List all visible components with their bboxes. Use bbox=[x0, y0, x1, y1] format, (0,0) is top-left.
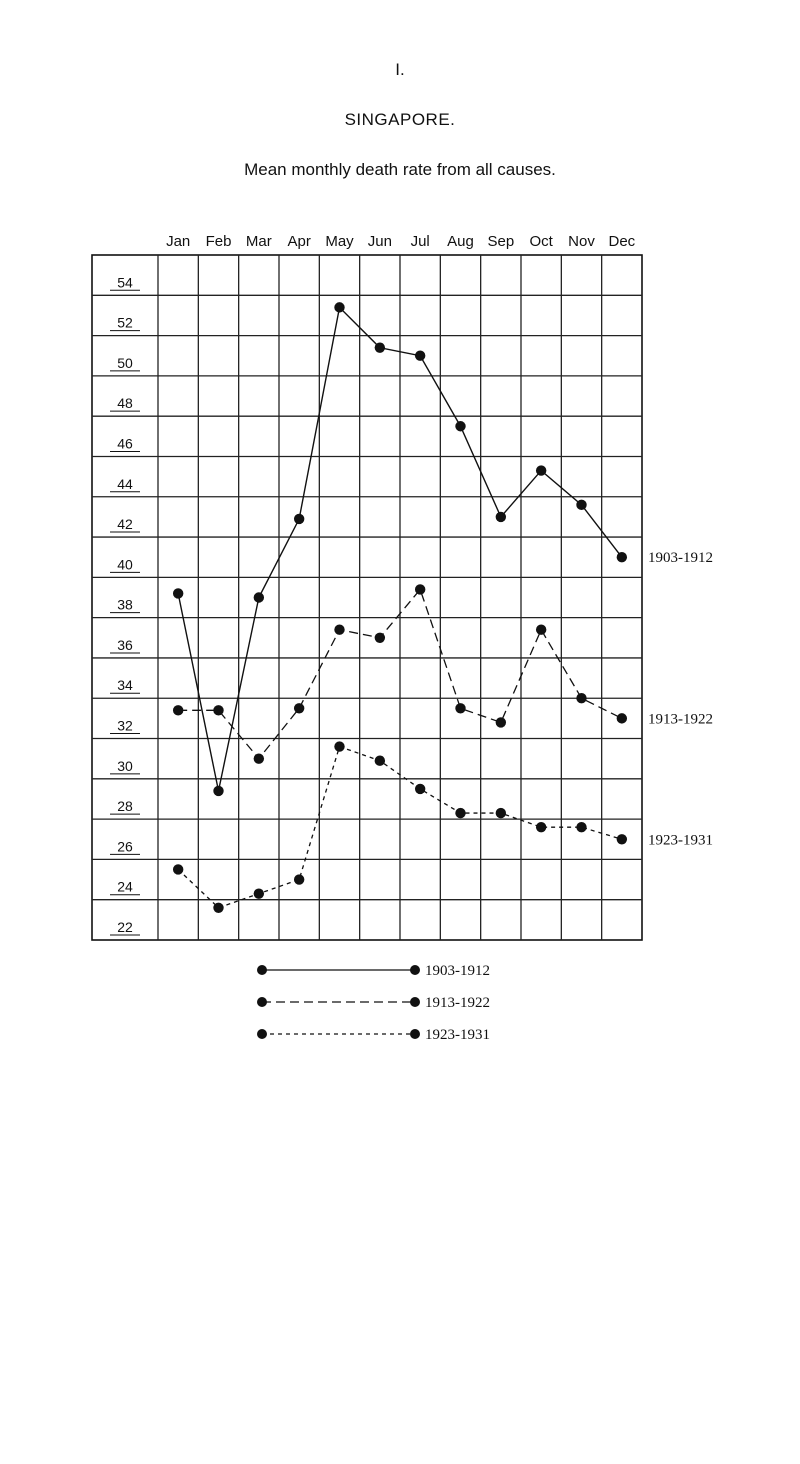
data-point bbox=[576, 822, 586, 832]
y-tick-label: 44 bbox=[117, 475, 133, 492]
value-axis bbox=[110, 274, 140, 935]
month-label: May bbox=[325, 233, 354, 250]
data-point bbox=[294, 874, 304, 884]
y-tick-label: 34 bbox=[117, 677, 133, 694]
data-point bbox=[415, 784, 425, 794]
data-point bbox=[455, 703, 465, 713]
month-label: Sep bbox=[487, 233, 515, 250]
month-label: Dec bbox=[608, 233, 636, 250]
chart-grid bbox=[92, 255, 642, 940]
y-tick-label: 22 bbox=[117, 919, 133, 935]
y-tick-label: 40 bbox=[117, 556, 133, 573]
data-point bbox=[536, 625, 546, 635]
data-point bbox=[213, 903, 223, 913]
y-tick-label: 36 bbox=[117, 636, 133, 653]
data-point bbox=[617, 713, 627, 723]
series-end-label: 1903-1912 bbox=[648, 550, 713, 567]
data-point bbox=[254, 592, 264, 602]
legend-item bbox=[257, 995, 490, 1011]
data-point bbox=[496, 808, 506, 818]
month-label: Mar bbox=[245, 233, 272, 250]
data-point bbox=[617, 552, 627, 562]
y-tick-label: 50 bbox=[117, 354, 133, 371]
data-point bbox=[576, 693, 586, 703]
legend-start-marker bbox=[257, 1029, 267, 1039]
data-point bbox=[213, 786, 223, 796]
legend-label: 1903-1912 bbox=[425, 963, 490, 979]
month-label: Oct bbox=[529, 233, 553, 250]
y-tick-label: 26 bbox=[117, 838, 133, 855]
legend-item bbox=[257, 963, 490, 979]
data-point bbox=[173, 864, 183, 874]
data-point bbox=[415, 351, 425, 361]
month-label: Feb bbox=[205, 233, 232, 250]
legend-item bbox=[257, 1027, 490, 1043]
data-point bbox=[455, 808, 465, 818]
chart-legend bbox=[257, 963, 490, 1043]
data-point bbox=[334, 625, 344, 635]
data-point bbox=[173, 588, 183, 598]
y-tick-label: 52 bbox=[117, 314, 133, 331]
chart-frame bbox=[92, 255, 642, 940]
month-label: Jul bbox=[410, 233, 430, 250]
series-end-label: 1923-1931 bbox=[648, 832, 713, 849]
legend-end-marker bbox=[410, 997, 420, 1007]
chart-subtitle: Mean monthly death rate from all causes. bbox=[244, 160, 556, 179]
data-point bbox=[254, 753, 264, 763]
y-tick-label: 42 bbox=[117, 516, 133, 533]
data-point bbox=[496, 512, 506, 522]
y-tick-label: 32 bbox=[117, 717, 133, 734]
legend-label: 1923-1931 bbox=[425, 1027, 490, 1043]
data-point bbox=[536, 465, 546, 475]
data-point bbox=[455, 421, 465, 431]
data-point bbox=[617, 834, 627, 844]
data-point bbox=[536, 822, 546, 832]
legend-label: 1913-1922 bbox=[425, 995, 490, 1011]
y-tick-label: 30 bbox=[117, 757, 133, 774]
month-label: Jun bbox=[367, 233, 392, 250]
y-tick-label: 28 bbox=[117, 798, 133, 815]
data-point bbox=[375, 755, 385, 765]
data-point bbox=[415, 584, 425, 594]
legend-end-marker bbox=[410, 965, 420, 975]
data-point bbox=[254, 888, 264, 898]
legend-start-marker bbox=[257, 965, 267, 975]
month-label: Nov bbox=[568, 233, 595, 250]
data-point bbox=[375, 342, 385, 352]
y-tick-label: 46 bbox=[117, 435, 133, 452]
page-heading: I. bbox=[395, 60, 405, 79]
legend-end-marker bbox=[410, 1029, 420, 1039]
series-side-labels bbox=[648, 550, 713, 848]
data-point bbox=[173, 705, 183, 715]
data-point bbox=[213, 705, 223, 715]
legend-start-marker bbox=[257, 997, 267, 1007]
series-end-label: 1913-1922 bbox=[648, 711, 713, 728]
month-label: Apr bbox=[287, 233, 311, 250]
y-tick-label: 24 bbox=[117, 878, 133, 895]
y-tick-label: 54 bbox=[117, 274, 133, 291]
data-point bbox=[576, 500, 586, 510]
month-label: Jan bbox=[166, 233, 191, 250]
page-title: SINGAPORE. bbox=[344, 110, 456, 129]
data-point bbox=[375, 633, 385, 643]
data-point bbox=[294, 703, 304, 713]
month-axis bbox=[166, 233, 636, 250]
y-tick-label: 48 bbox=[117, 395, 133, 412]
data-point bbox=[334, 741, 344, 751]
y-tick-label: 38 bbox=[117, 596, 133, 613]
data-point bbox=[294, 514, 304, 524]
data-point bbox=[496, 717, 506, 727]
data-point bbox=[334, 302, 344, 312]
month-label: Aug bbox=[447, 233, 474, 250]
